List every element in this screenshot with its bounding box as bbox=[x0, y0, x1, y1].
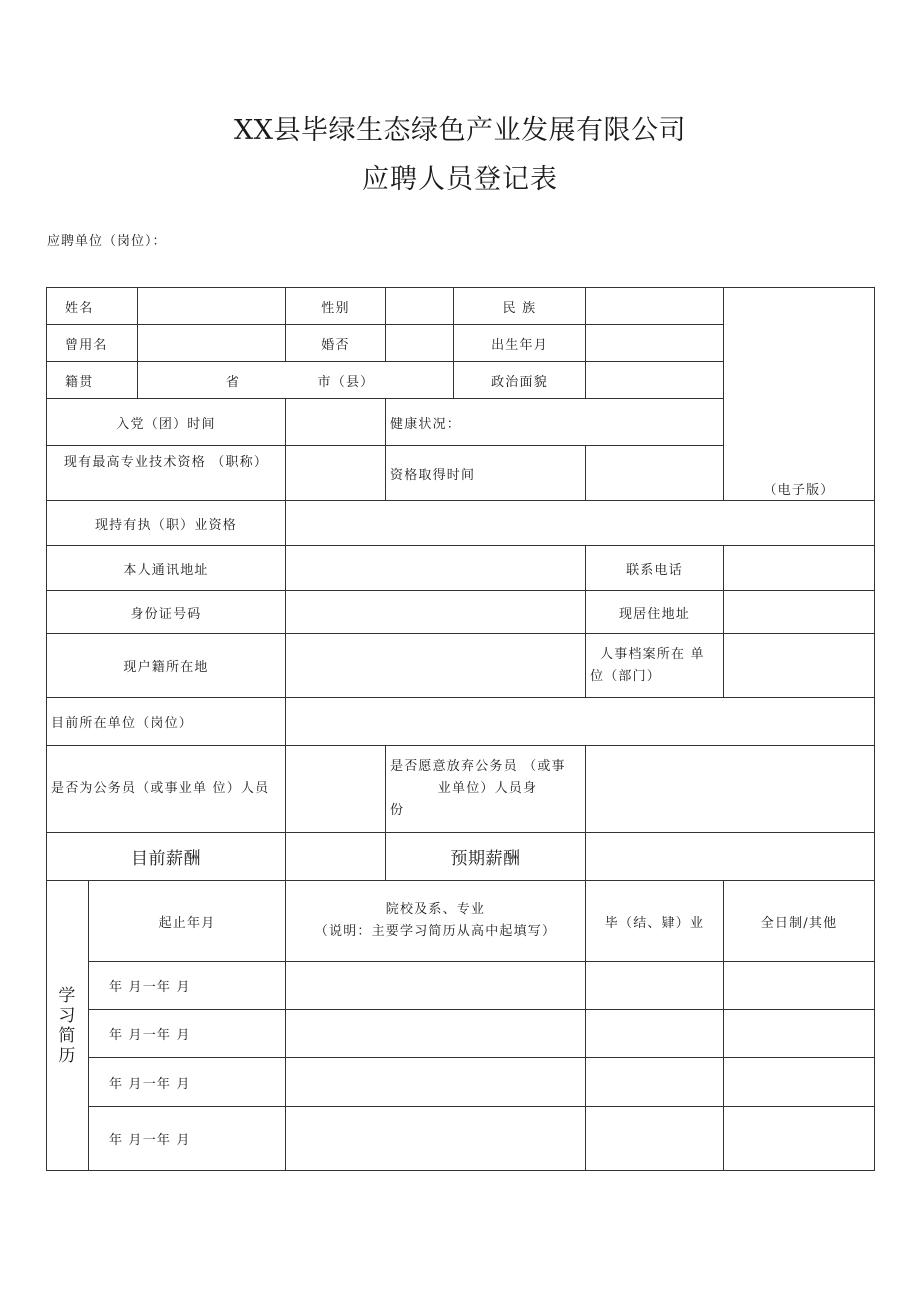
photo-box[interactable] bbox=[724, 288, 875, 501]
hukou-field[interactable] bbox=[286, 634, 586, 698]
graduate-cell[interactable] bbox=[586, 1107, 724, 1171]
graduate-cell[interactable] bbox=[586, 1010, 724, 1058]
license-field[interactable] bbox=[286, 501, 875, 546]
education-side-char: 历 bbox=[58, 1045, 77, 1066]
birth-label: 出生年月 bbox=[454, 325, 586, 362]
give-up-line3: 份 bbox=[390, 803, 405, 818]
table-row bbox=[47, 962, 875, 1010]
registration-table bbox=[46, 287, 875, 1171]
archive-label-line1: 人事档案所在 单 bbox=[600, 646, 705, 662]
archive-label-line2: 位（部门） bbox=[590, 668, 662, 684]
health-label[interactable]: 健康状况： bbox=[386, 399, 724, 446]
period-cell[interactable]: 年 月一年 月 bbox=[89, 962, 286, 1010]
qualification-label: 现有最高专业技术资格 （职称） bbox=[47, 446, 286, 501]
archive-field[interactable] bbox=[724, 634, 875, 698]
school-cell[interactable] bbox=[286, 1010, 586, 1058]
qualification-field[interactable] bbox=[286, 446, 386, 501]
period-cell[interactable]: 年 月一年 月 bbox=[89, 1107, 286, 1171]
city-label: 市（县） bbox=[317, 374, 375, 390]
type-cell[interactable] bbox=[724, 1058, 875, 1107]
party-time-field[interactable] bbox=[286, 399, 386, 446]
table-row bbox=[47, 1010, 875, 1058]
expected-salary-field[interactable] bbox=[586, 833, 875, 881]
education-side-char: 简 bbox=[58, 1025, 77, 1046]
col-graduate-header: 毕（结、肄）业 bbox=[586, 881, 724, 962]
give-up-label bbox=[386, 746, 586, 833]
address-field[interactable] bbox=[286, 546, 586, 591]
col-type-header: 全日制/其他 bbox=[724, 881, 875, 962]
political-label: 政治面貌 bbox=[454, 362, 586, 399]
type-cell[interactable] bbox=[724, 1010, 875, 1058]
col-period-header: 起止年月 bbox=[89, 881, 286, 962]
civil-servant-label: 是否为公务员（或事业单 位）人员 bbox=[47, 746, 286, 833]
address-label: 本人通讯地址 bbox=[47, 546, 286, 591]
col-school-header bbox=[286, 881, 586, 962]
current-unit-field[interactable] bbox=[286, 698, 875, 746]
political-field[interactable] bbox=[586, 362, 724, 399]
period-cell[interactable]: 年 月一年 月 bbox=[89, 1010, 286, 1058]
table-row bbox=[47, 1058, 875, 1107]
qual-time-label: 资格取得时间 bbox=[386, 446, 586, 501]
name-label: 姓名 bbox=[47, 288, 138, 325]
education-side-char: 学 bbox=[58, 985, 77, 1006]
birth-field[interactable] bbox=[586, 325, 724, 362]
col-school-line2: （说明：主要学习简历从高中起填写） bbox=[314, 924, 557, 939]
marital-label: 婚否 bbox=[286, 325, 386, 362]
school-cell[interactable] bbox=[286, 962, 586, 1010]
current-salary-label: 目前薪酬 bbox=[47, 833, 286, 881]
company-title: XX县毕绿生态绿色产业发展有限公司 bbox=[234, 115, 686, 146]
graduate-cell[interactable] bbox=[586, 962, 724, 1010]
civil-servant-field[interactable] bbox=[286, 746, 386, 833]
archive-label bbox=[586, 634, 724, 698]
native-field[interactable] bbox=[138, 362, 454, 399]
id-number-field[interactable] bbox=[286, 591, 586, 634]
gender-field[interactable] bbox=[386, 288, 454, 325]
school-cell[interactable] bbox=[286, 1058, 586, 1107]
period-cell[interactable]: 年 月一年 月 bbox=[89, 1058, 286, 1107]
residence-field[interactable] bbox=[724, 591, 875, 634]
name-field[interactable] bbox=[138, 288, 286, 325]
marital-field[interactable] bbox=[386, 325, 454, 362]
expected-salary-label: 预期薪酬 bbox=[386, 833, 586, 881]
gender-label: 性别 bbox=[286, 288, 386, 325]
education-side-char: 习 bbox=[58, 1005, 77, 1026]
ethnicity-label: 民 族 bbox=[454, 288, 586, 325]
form-title: 应聘人员登记表 bbox=[362, 164, 558, 195]
give-up-line2: 业单位）人员身 bbox=[437, 781, 538, 796]
id-number-label: 身份证号码 bbox=[47, 591, 286, 634]
native-label: 籍贯 bbox=[47, 362, 138, 399]
ethnicity-field[interactable] bbox=[586, 288, 724, 325]
hukou-label: 现户籍所在地 bbox=[47, 634, 286, 698]
apply-unit-label: 应聘单位（岗位）： bbox=[47, 234, 167, 249]
party-time-label: 入党（团）时间 bbox=[47, 399, 286, 446]
school-cell[interactable] bbox=[286, 1107, 586, 1171]
phone-label: 联系电话 bbox=[586, 546, 724, 591]
graduate-cell[interactable] bbox=[586, 1058, 724, 1107]
current-salary-field[interactable] bbox=[286, 833, 386, 881]
license-label: 现持有执（职）业资格 bbox=[47, 501, 286, 546]
type-cell[interactable] bbox=[724, 1107, 875, 1171]
qual-time-field[interactable] bbox=[586, 446, 724, 501]
former-name-label: 曾用名 bbox=[47, 325, 138, 362]
table-row bbox=[47, 1107, 875, 1171]
current-unit-label: 目前所在单位（岗位） bbox=[47, 698, 286, 746]
type-cell[interactable] bbox=[724, 962, 875, 1010]
give-up-line1: 是否愿意放弃公务员 （或事 bbox=[390, 759, 566, 774]
phone-field[interactable] bbox=[724, 546, 875, 591]
education-side-label bbox=[47, 881, 89, 1171]
col-school-line1: 院校及系、专业 bbox=[385, 902, 486, 917]
photo-label: （电子版） bbox=[763, 483, 835, 498]
residence-label: 现居住地址 bbox=[586, 591, 724, 634]
former-name-field[interactable] bbox=[138, 325, 286, 362]
province-label: 省 bbox=[226, 374, 241, 390]
give-up-field[interactable] bbox=[586, 746, 875, 833]
